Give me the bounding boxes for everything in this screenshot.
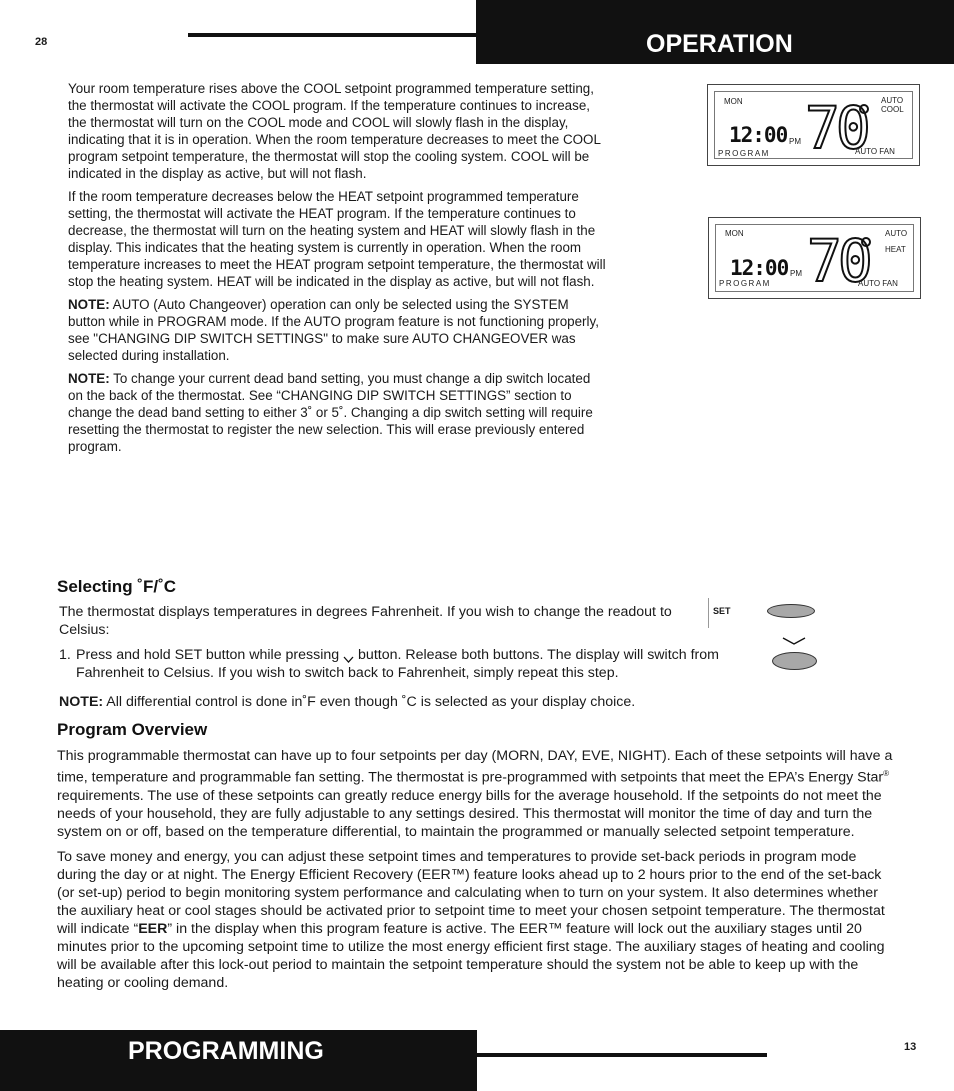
eer-label: EER [138, 920, 168, 937]
header-banner [476, 0, 954, 64]
set-button[interactable] [767, 604, 815, 618]
overview-text [57, 747, 899, 999]
chevron-down-icon [782, 633, 806, 651]
overview-paragraph-2: To save money and energy, you can adjust these setpoint times and temperatures to provide set-back periods in program mode during the day or at night. The Energy Efficient Recovery (EER™) feature looks ahead up to 2 hours prior to the end of the set-back (or set-up) period to begin monitoring system performance and calculating when to turn on your system. It also determines whether the auxiliary heat or cool stages should be activated prior to setpoint time to meet your chosen setpoint temperature. The thermostat will indicate “EER” in the display when this program feature is active. The EER™ feature will lock out the auxiliary stages until 20 minutes prior to the upcoming setpoint time to utilize the most energy efficient first stage. The auxiliary stages of heating and cooling will be available after this lock-out period to maintain the setpoint temperature should the system not be able to keep up with the heating or cooling demand. [57, 848, 885, 991]
operation-text [68, 80, 608, 461]
display-program: PROGRAM [719, 279, 771, 288]
set-label: SET [713, 606, 731, 616]
down-button[interactable] [772, 652, 817, 670]
display-fan: AUTO FAN [858, 279, 898, 288]
display-mode-heat: HEAT [885, 245, 906, 254]
display-day: MON [724, 97, 743, 106]
thermostat-display-cool [707, 84, 920, 166]
display-ampm: PM [789, 137, 801, 146]
page-title: OPERATION [646, 30, 793, 58]
display-time: 12:00 [730, 256, 789, 280]
note-dead-band: NOTE: To change your current dead band setting, you must change a dip switch located on the back of the thermostat. See “CHANGING DIP SWITCH SETTINGS” section to change the dead band setting to either 3˚ or 5˚. Changing a dip switch setting will require resetting the thermostat to register the new selection. This will erase previously entered program. [68, 371, 593, 454]
heat-paragraph: If the room temperature decreases below the HEAT setpoint programmed temperature setting, the thermostat will activate the HEAT program. If the temperature continues to decrease, the thermostat will turn on the heating system and HEAT will slowly flash in the display. This indicates that the heating system is currently in operation. When the room temperature increases to meet the HEAT program setpoint temperature, the thermostat will stop the heating system. HEAT will be indicated in the display as active, but will not flash. [68, 189, 606, 289]
chevron-down-icon [343, 651, 354, 660]
overview-heading: Program Overview [57, 720, 208, 739]
footer-rule [477, 1053, 767, 1057]
display-ampm: PM [790, 269, 802, 278]
display-mode-cool: COOL [881, 105, 904, 114]
display-day: MON [725, 229, 744, 238]
selecting-heading: Selecting ˚F/˚C [57, 577, 177, 596]
step-number: 1. [59, 647, 71, 663]
cool-paragraph: Your room temperature rises above the COOL setpoint programmed temperature setting, the thermostat will activate the COOL program. If the temperature continues to increase, the thermostat will turn on the COOL mode and COOL will slowly flash in the display, indicating that it is in operation. When the room temperature decreases to meet the COOL program setpoint temperature, the thermostat will stop the cooling system. COOL will be indicated in the display as active, but will not flash. [68, 81, 601, 181]
selecting-step [59, 646, 739, 682]
degree-icon [859, 104, 869, 114]
overview-paragraph-1: This programmable thermostat can have up to four setpoints per day (MORN, DAY, EVE, NIGHT). Each of these setpoints will have a time, temperature and programmable fan setting. The thermostat is pre-programmed with setpoints that meet the EPA’s Energy Star® requirements. The use of these setpoints can greatly reduce energy bills for the average household. If the setpoints do not meet the needs of your household, they are fully adjustable to any settings desired. This thermostat will monitor the time of day and turn the system on or off, based on the temperature differential, to maintain the programmed or manually selected setpoint temperature. [57, 748, 893, 840]
page-number-top: 28 [35, 36, 48, 48]
selecting-intro: The thermostat displays temperatures in degrees Fahrenheit. If you wish to change the readout to Celsius: [59, 604, 672, 638]
note-auto: NOTE: AUTO (Auto Changeover) operation can only be selected using the SYSTEM button while in PROGRAM mode. If the AUTO program feature is not functioning properly, see "CHANGING DIP SWITCH SETTINGS" to make sure AUTO CHANGEOVER was selected during installation. [68, 297, 599, 363]
registered-mark: ® [883, 769, 890, 778]
degree-icon [861, 237, 871, 247]
button-divider [708, 598, 709, 628]
footer-banner [0, 1030, 477, 1091]
display-fan: AUTO FAN [855, 147, 895, 156]
display-program: PROGRAM [718, 149, 770, 158]
display-temperature: 70 [805, 94, 867, 162]
display-temperature: 70 [807, 227, 869, 295]
footer-title: PROGRAMMING [128, 1037, 324, 1065]
page-number-bottom: 13 [904, 1041, 917, 1053]
step-text: Press and hold SET button while pressing button. Release both buttons. The display will switch from Fahrenheit to Celsius. If you wish to switch back to Fahrenheit, simply repeat this step. [76, 647, 719, 681]
selecting-note: NOTE: All differential control is done in˚F even though ˚C is selected as your display choice. [59, 694, 636, 710]
display-time: 12:00 [729, 123, 788, 147]
display-mode-auto: AUTO [881, 96, 904, 105]
thermostat-display-heat [708, 217, 921, 299]
header-rule [188, 33, 478, 37]
display-mode-auto: AUTO [885, 229, 908, 238]
